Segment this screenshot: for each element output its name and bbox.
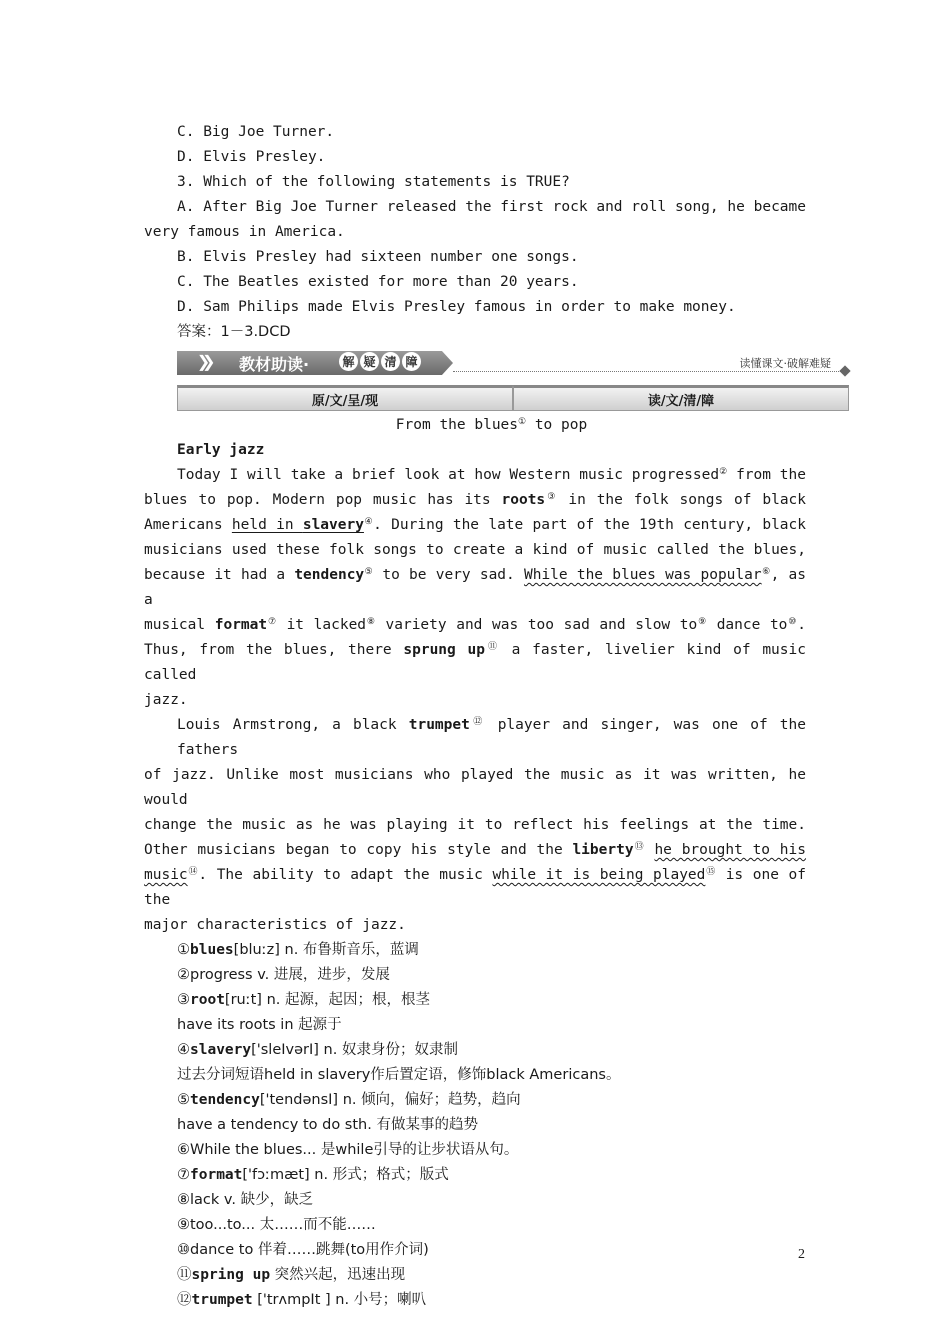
paragraph-2: Louis Armstrong, a black trumpet⑫ player and singer, was one of the fathers of jazz. Unlike most musicians who played the music as it was written, he would change the music as he was playing it to reflect his feelings at the time. Other musicians began to copy his style and the liberty⑬ he brought to his music⑭. The ability to adapt the music while it is being played⑮ is one of the major characteristics of jazz.	[144, 717, 806, 933]
q3-option-b: B. Elvis Presley had sixteen number one songs.	[177, 249, 579, 265]
note-item: ⑤tendency['tendənsI] n. 倾向，偏好；趋势，趋向	[177, 1092, 521, 1108]
q3-option-c: C. The Beatles existed for more than 20 years.	[177, 274, 579, 290]
banner-dotted-line	[453, 371, 841, 372]
column-headers	[177, 385, 849, 411]
passage-title: From the blues① to pop	[395, 417, 588, 433]
column-header-notes: 读/文/清/障	[513, 385, 849, 411]
note-item: 过去分词短语held in slavery作后置定语，修饰black Americans。	[177, 1067, 621, 1083]
q3-option-a-line2: very famous in America.	[144, 224, 345, 240]
banner-char: 解	[339, 352, 358, 371]
banner-title: 教材助读·	[239, 355, 310, 374]
section-heading: Early jazz	[177, 442, 265, 458]
page-number: 2	[798, 1247, 805, 1262]
note-item: ⑩dance to 伴着……跳舞(to用作介词)	[177, 1242, 429, 1258]
note-item: ⑥While the blues... 是while引导的让步状语从句。	[177, 1142, 519, 1158]
banner-char: 障	[402, 352, 421, 371]
option-c: C. Big Joe Turner.	[177, 124, 335, 140]
note-item: ④slavery['sleIvərI] n. 奴隶身份；奴隶制	[177, 1042, 458, 1058]
note-item: have a tendency to do sth. 有做某事的趋势	[177, 1117, 478, 1133]
banner-char: 疑	[360, 352, 379, 371]
note-item: ⑫trumpet ['trʌmpIt ] n. 小号；喇叭	[177, 1292, 427, 1308]
q3-option-d: D. Sam Philips made Elvis Presley famous in order to make money.	[177, 299, 736, 315]
document-page	[144, 120, 831, 1313]
note-item: ①blues[bluːz] n. 布鲁斯音乐，蓝调	[177, 942, 419, 958]
diamond-icon	[839, 365, 850, 376]
note-item: ⑦format['fɔːmæt] n. 形式；格式；版式	[177, 1167, 449, 1183]
banner-right-text: 读懂课文·破解难疑	[739, 357, 831, 370]
q3-option-a-line1: A. After Big Joe Turner released the first rock and roll song, he became	[177, 199, 806, 215]
banner-subtitle	[339, 352, 421, 371]
note-item: ②progress v. 进展，进步，发展	[177, 967, 390, 983]
paragraph-1: Today I will take a brief look at how Western music progressed② from the blues to pop. Modern pop music has its roots③ in the folk songs of black Americans held in slavery④. During the late part of the 19th century, black musicians used these folk songs to create a kind of music called the blues, because it had a tendency⑤ to be very sad. While the blues was popular⑥, as a musical format⑦ it lacked⑧ variety and was too sad and slow to⑨ dance to⑩. Thus, from the blues, there sprung up⑪ a faster, livelier kind of music called jazz.	[144, 467, 807, 708]
column-header-original: 原/文/呈/现	[177, 385, 513, 411]
option-d: D. Elvis Presley.	[177, 149, 326, 165]
double-chevron-icon: ❯❯	[197, 350, 208, 375]
section-banner	[177, 349, 849, 379]
note-item: ③root[ruːt] n. 起源，起因；根，根茎	[177, 992, 430, 1008]
question-3: 3. Which of the following statements is TRUE?	[177, 174, 570, 190]
vocabulary-notes	[144, 938, 806, 1313]
banner-char: 清	[381, 352, 400, 371]
note-item: have its roots in 起源于	[177, 1017, 342, 1033]
note-item: ⑧lack v. 缺少，缺乏	[177, 1192, 314, 1208]
answer-key: 答案：1－3.DCD	[177, 324, 291, 340]
note-item: ⑪spring up 突然兴起，迅速出现	[177, 1267, 406, 1283]
note-item: ⑨too...to... 太……而不能……	[177, 1217, 376, 1233]
